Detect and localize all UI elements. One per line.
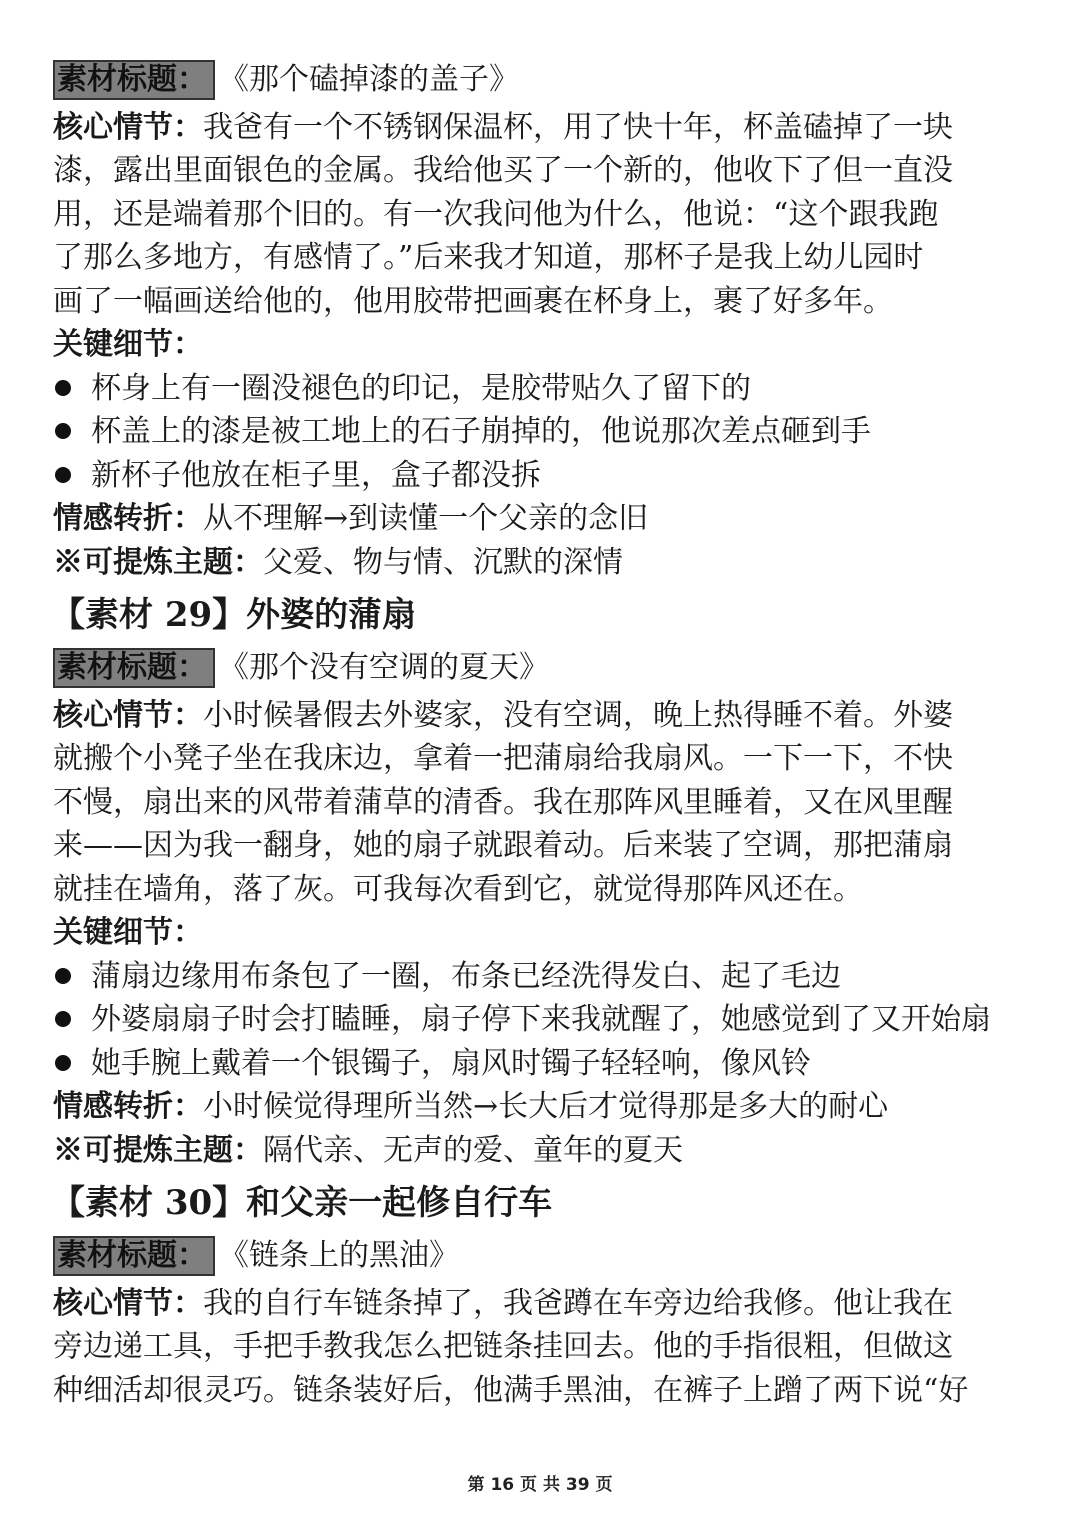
bullet-icon bbox=[55, 1011, 71, 1027]
bullet-icon bbox=[55, 423, 71, 439]
core-plot-line: 画了一幅画送给他的，他用胶带把画裹在杯身上，裹了好多年。 bbox=[53, 283, 893, 319]
core-plot-line: 种细活却很灵巧。链条装好后，他满手黑油，在裤子上蹭了两下说“好 bbox=[53, 1372, 969, 1408]
core-plot-line: 用，还是端着那个旧的。有一次我问他为什么，他说：“这个跟我跑 bbox=[53, 196, 939, 232]
core-plot-line bbox=[53, 106, 1033, 150]
core-plot-line: 就挂在墙角，落了灰。可我每次看到它，就觉得那阵风还在。 bbox=[53, 871, 863, 907]
material-title: 《链条上的黑油》 bbox=[219, 1238, 459, 1273]
bullet-icon bbox=[55, 1055, 71, 1071]
emotion-turn-text: 从不理解→到读懂一个父亲的念旧 bbox=[203, 501, 649, 536]
core-plot-line: 漆，露出里面银色的金属。我给他买了一个新的，他收下了但一直没 bbox=[53, 153, 953, 188]
core-plot-text: 小时候暑假去外婆家，没有空调，晚上热得睡不着。外婆 bbox=[203, 697, 953, 733]
bullet-icon bbox=[55, 467, 71, 483]
core-plot-text: 我的自行车链条掉了，我爸蹲在车旁边给我修。他让我在 bbox=[203, 1285, 953, 1321]
material-title-label: 素材标题： bbox=[53, 648, 215, 688]
detail-list-item: 新杯子他放在柜子里，盒子都没拆 bbox=[53, 454, 1033, 498]
theme-text: 隔代亲、无声的爱、童年的夏天 bbox=[263, 1132, 683, 1168]
material-title-label: 素材标题： bbox=[53, 60, 215, 100]
theme-line bbox=[53, 1129, 1033, 1173]
material-title-line bbox=[53, 646, 1033, 690]
key-details-label: 关键细节： bbox=[53, 915, 203, 950]
emotion-turn-text: 小时候觉得理所当然→长大后才觉得那是多大的耐心 bbox=[203, 1089, 889, 1124]
core-plot-line: 旁边递工具，手把手教我怎么把链条挂回去。他的手指很粗，但做这 bbox=[53, 1329, 953, 1364]
core-plot-line: 就搬个小凳子坐在我床边，拿着一把蒲扇给我扇风。一下一下，不快 bbox=[53, 741, 953, 776]
theme-text: 父爱、物与情、沉默的深情 bbox=[263, 544, 623, 580]
document-page bbox=[53, 58, 1033, 1412]
emotion-turn-line bbox=[53, 497, 1033, 541]
material-title: 《那个磕掉漆的盖子》 bbox=[219, 62, 519, 97]
emotion-turn-line bbox=[53, 1085, 1033, 1129]
detail-list-item: 杯身上有一圈没褪色的印记，是胶带贴久了留下的 bbox=[53, 367, 1033, 411]
emotion-turn-label: 情感转折： bbox=[53, 501, 203, 536]
core-plot-line bbox=[53, 1282, 1033, 1326]
theme-label: ※可提炼主题： bbox=[53, 1132, 263, 1168]
detail-list-item: 杯盖上的漆是被工地上的石子崩掉的，他说那次差点砸到手 bbox=[53, 410, 1033, 454]
core-plot-line bbox=[53, 694, 1033, 738]
core-plot-label: 核心情节： bbox=[53, 109, 203, 145]
theme-line bbox=[53, 541, 1033, 585]
core-plot-line: 来——因为我一翻身，她的扇子就跟着动。后来装了空调，那把蒲扇 bbox=[53, 828, 953, 863]
material-title-line bbox=[53, 1234, 1033, 1278]
core-plot-line: 不慢，扇出来的风带着蒲草的清香。我在那阵风里睡着，又在风里醒 bbox=[53, 784, 953, 820]
material-title: 《那个没有空调的夏天》 bbox=[219, 650, 549, 685]
bullet-icon bbox=[55, 968, 71, 984]
core-plot-label: 核心情节： bbox=[53, 697, 203, 733]
detail-list-item: 她手腕上戴着一个银镯子，扇风时镯子轻轻响，像风铃 bbox=[53, 1042, 1033, 1086]
emotion-turn-label: 情感转折： bbox=[53, 1089, 203, 1124]
theme-label: ※可提炼主题： bbox=[53, 544, 263, 580]
core-plot-line: 了那么多地方，有感情了。”后来我才知道，那杯子是我上幼儿园时 bbox=[53, 240, 924, 275]
material-title-label: 素材标题： bbox=[53, 1236, 215, 1276]
section-heading: 【素材 30】和父亲一起修自行车 bbox=[51, 1183, 553, 1223]
bullet-icon bbox=[55, 380, 71, 396]
detail-list-item: 外婆扇扇子时会打瞌睡，扇子停下来我就醒了，她感觉到了又开始扇 bbox=[53, 998, 1036, 1042]
key-details-label: 关键细节： bbox=[53, 327, 203, 362]
core-plot-label: 核心情节： bbox=[53, 1285, 203, 1321]
section-heading: 【素材 29】外婆的蒲扇 bbox=[51, 595, 417, 635]
detail-list-item: 蒲扇边缘用布条包了一圈，布条已经洗得发白、起了毛边 bbox=[53, 955, 1033, 999]
core-plot-text: 我爸有一个不锈钢保温杯，用了快十年，杯盖磕掉了一块 bbox=[203, 109, 953, 145]
page-footer: 第 16 页 共 39 页 bbox=[467, 1475, 613, 1495]
material-title-line bbox=[53, 58, 1033, 102]
